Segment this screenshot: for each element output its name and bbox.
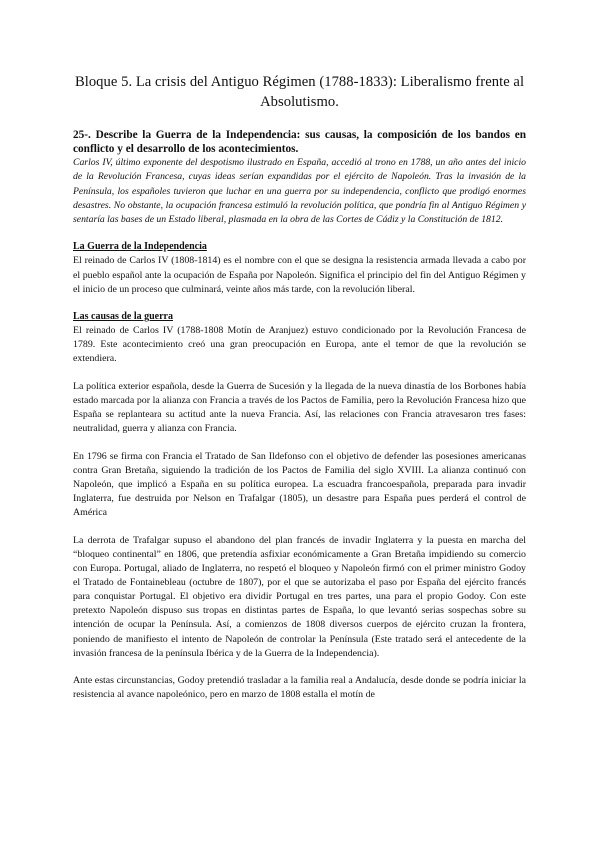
paragraph-causes-3: En 1796 se firma con Francia el Tratado de San Ildefonso con el objetivo de defender las posesiones americanas contra Gran Bretaña, siguiendo la tradición de los Pactos de Familia del siglo XVIII. La alianza continuó con Napoleón, que implicó a España en su política europea. La escuadra francoespañola, preparada para invadir Inglaterra, fue destruida por Nelson en Trafalgar (1805), un desastre para España pues perderá el control de América: [73, 450, 526, 519]
document-title: Bloque 5. La crisis del Antiguo Régimen (1788-1833): Liberalismo frente al Absolutismo.: [74, 74, 525, 110]
paragraph-causes-1: El reinado de Carlos IV (1788-1808 Motín de Aranjuez) estuvo condicionado por la Revolución Francesa de 1789. Este acontecimiento creó una gran preocupación en Europa, ante el temor de que la revolución se extendiera.: [73, 325, 526, 365]
paragraph-causes-2: La política exterior española, desde la Guerra de Sucesión y la llegada de la nueva dinastía de los Borbones había estado marcada por la alianza con Francia a través de los Pactos de Familia, pero la Revolución Francesa hizo que España se replanteara su actitud ante la nueva Francia. Así, las relaciones con Francia atravesaron tres fases: neutralidad, guerra y alianza con Francia.: [73, 381, 526, 435]
document-page: [73, 72, 526, 714]
section-title-causes: Las causas de la guerra: [73, 311, 173, 323]
question-intro: Carlos IV, último exponente del despotismo ilustrado en España, accedió al trono en 1788, un año antes del inicio de la Revolución Francesa, cuyas ideas serían expandidas por el ejército de Napoleón. Tras la invasión de la Península, los españoles tuvieron que luchar en una guerra por su independencia, conflicto que prodigó enormes desastres. No obstante, la ocupación francesa estimuló la revolución política, que pondría fin al Antiguo Régimen y sentaría las bases de un Estado liberal, plasmada en la obra de las Cortes de Cádiz y la Constitución de 1812.: [73, 157, 526, 226]
question-heading: 25-. Describe la Guerra de la Independencia: sus causas, la composición de los bandos en conflicto y el desarrollo de los acontecimientos.: [73, 129, 526, 155]
paragraph-causes-4: La derrota de Trafalgar supuso el abandono del plan francés de invadir Inglaterra y la puesta en marcha del “bloqueo continental” en 1806, que pretendía asfixiar económicamente a Gran Bretaña impidiendo su comercio con Europa. Portugal, aliado de Inglaterra, no respetó el bloqueo y Napoleón firmó con el primer ministro Godoy el Tratado de Fontainebleau (octubre de 1807), por el que se autorizaba el paso por España del ejército francés para conquistar Portugal. El objetivo era dividir Portugal en tres partes, una para el propio Godoy. Con este pretexto Napoleón dispuso sus tropas en distintas partes de España, lo que levantó serias sospechas sobre su intención de ocupar la Península. Así, a comienzos de 1808 diversos cuerpos de ejército cruzan la frontera, poniendo de manifiesto el intento de Napoleón de controlar la Península (Este tratado será el antecedente de la invasión francesa de la península Ibérica y de la Guerra de la Independencia).: [73, 534, 526, 659]
paragraph-war-1: El reinado de Carlos IV (1808-1814) es el nombre con el que se designa la resistencia armada llevada a cabo por el pueblo español ante la ocupación de España por Napoleón. Significa el principio del fin del Antiguo Régimen y el inicio de un proceso que culminará, veinte años más tarde, con la revolución liberal.: [73, 255, 526, 295]
paragraph-causes-5: Ante estas circunstancias, Godoy pretendió trasladar a la familia real a Andalucía, desde donde se podría iniciar la resistencia al avance napoleónico, pero en marzo de 1808 estalla el motín de: [73, 675, 526, 701]
section-title-war: La Guerra de la Independencia: [73, 241, 207, 253]
